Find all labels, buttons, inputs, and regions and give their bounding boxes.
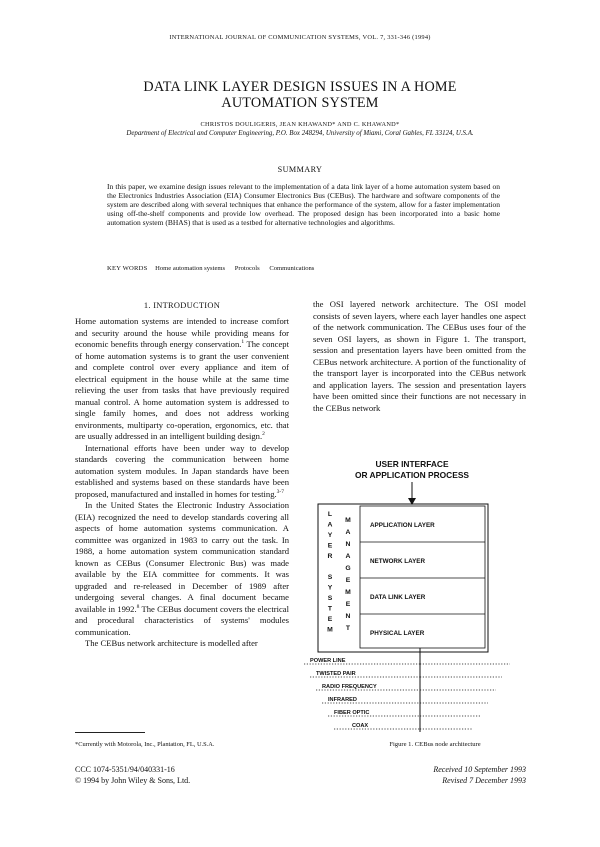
keyword: Communications	[269, 265, 315, 272]
received-date: Received 10 September 1993	[433, 765, 526, 774]
vertical-letter: Y	[327, 532, 333, 539]
layer-label: NETWORK LAYER	[370, 558, 426, 565]
vertical-letter: E	[345, 577, 351, 584]
vertical-letter: S	[327, 574, 333, 581]
media-label: POWER LINE	[310, 658, 346, 664]
copyright: © 1994 by John Wiley & Sons, Ltd.	[75, 776, 191, 785]
right-column	[313, 299, 526, 414]
title-line-1: DATA LINK LAYER DESIGN ISSUES IN A HOME	[143, 79, 457, 95]
paper-title	[60, 79, 540, 111]
figure-title-line-2: OR APPLICATION PROCESS	[354, 470, 470, 480]
footnote: *Currently with Motorola, Inc., Plantation, FL, U.S.A.	[75, 741, 215, 748]
layer-label: DATA LINK LAYER	[370, 594, 426, 601]
affiliation: Department of Electrical and Computer Engineering, P.O. Box 248294, University of Miami, Coral Gables, FL 33124, U.S.A.	[126, 130, 474, 137]
keyword: Protocols	[234, 265, 260, 272]
vertical-letter: N	[345, 613, 351, 620]
section-heading: 1. INTRODUCTION	[143, 301, 221, 310]
footnote-rule	[75, 732, 145, 733]
vertical-letter: E	[327, 616, 333, 623]
vertical-letter: R	[327, 553, 333, 560]
vertical-letter: M	[345, 589, 351, 596]
received-dates	[420, 764, 526, 786]
vertical-letter: Y	[327, 584, 333, 592]
vertical-letter: M	[327, 626, 333, 634]
vertical-letter: T	[345, 625, 351, 632]
paragraph: Home automation systems are intended to increase comfort and security around the house while providing means for economic benefits through energy conservation.$^1$ The concept of home automation systems is to grant the user convenient and complete control over every appliance and item of electrical equipment in the house while at the same time relieving the user from tasks that have previously required manual control. A home automation system is addressed to single family homes, and does not address working environments, multiparty co-operation, ergonomics, etc. that are usually addressed in an intelligent building design.$^2$	[75, 316, 289, 441]
layer-label: PHYSICAL LAYER	[370, 630, 425, 637]
vertical-letter: E	[345, 601, 351, 608]
paragraph: The CEBus network architecture is modelled after	[85, 638, 258, 648]
keywords	[107, 265, 322, 272]
left-column	[75, 316, 289, 650]
title-line-2: AUTOMATION SYSTEM	[221, 95, 379, 111]
summary-text: In this paper, we examine design issues relevant to the implementation of a data link layer of a home automation system based on the Electronics Industries Association (EIA) Consumer Electronics Bus (CEBus). The hardware and software components of the system are described along with several techniques that enhance the performance of the system, allow for a faster implementation using off-the-shelf components and provide low overhead. The proposed design has been incorporated into a basic home automation system (BHAS) that is used as a testbed for alternative technologies and algorithms.	[107, 182, 500, 228]
figure-cebus-node-architecture	[300, 456, 570, 741]
vertical-letter: T	[327, 605, 333, 613]
paragraph: the OSI layered network architecture. The OSI model consists of seven layers, where each layer handles one aspect of the network communication. The CEBus uses four of the seven OSI layers, as shown in Figure 1. The transport, session and presentation layers have been omitted from the CEBus network architecture. A portion of the functionality of the transport layer is incorporated into the CEBus network and application layers. The session and presentation layers have been omitted since their functions are not necessary in the CEBus network	[313, 299, 526, 413]
running-head: INTERNATIONAL JOURNAL OF COMMUNICATION SYSTEMS, VOL. 7, 331-346 (1994)	[169, 34, 431, 41]
keywords-label: KEY WORDS	[107, 265, 148, 272]
media-label: INFRARED	[328, 697, 357, 703]
media-label: FIBER OPTIC	[334, 710, 370, 716]
vertical-letter: M	[345, 517, 351, 524]
authors: CHRISTOS DOULIGERIS, JEAN KHAWAND* AND C. KHAWAND*	[200, 121, 400, 128]
vertical-letter: G	[345, 565, 351, 572]
media-label: RADIO FREQUENCY	[322, 684, 377, 690]
paragraph: In the United States the Electronic Industry Association (EIA) recognized the need to develop standards covering all aspects of home automation systems communication. A committee was organized in 1983 to carry out the task. In 1988, a home automation system communication standard known as CEBus (Consumer Electronic Bus) was made available by the EIA committee for comments. It was upgraded and re-released in December of 1989 after undergoing several changes. A final document became available in 1992.$^8$ The CEBus document covers the electrical and procedural characteristics of systems' modules communication.	[75, 500, 289, 637]
keyword: Home automation systems	[155, 265, 226, 272]
summary-heading: SUMMARY	[277, 165, 323, 174]
media-label: TWISTED PAIR	[316, 671, 356, 677]
vertical-letter: A	[327, 521, 333, 529]
figure-caption: Figure 1. CEBus node architecture	[389, 741, 481, 748]
ccc-code: CCC 1074-5351/94/040331-16	[75, 765, 175, 774]
paragraph: International efforts have been under way to develop standards covering the communication between home automation system modules. In Japan standards have been established and systems based on these standards have been proposed, manufactured and installed in homes for testing.$^{3-7}$	[75, 442, 289, 499]
vertical-letter: A	[345, 529, 351, 536]
vertical-letter: S	[327, 595, 333, 602]
vertical-letter: E	[327, 542, 333, 550]
vertical-letter: A	[345, 553, 351, 560]
layer-label: APPLICATION LAYER	[370, 522, 435, 529]
publication-info	[75, 764, 190, 786]
vertical-letter: L	[327, 511, 333, 518]
media-label: COAX	[352, 723, 369, 729]
figure-title-line-1: USER INTERFACE	[375, 459, 449, 469]
revised-date: Revised 7 December 1993	[442, 776, 526, 785]
vertical-letter: N	[345, 541, 351, 548]
